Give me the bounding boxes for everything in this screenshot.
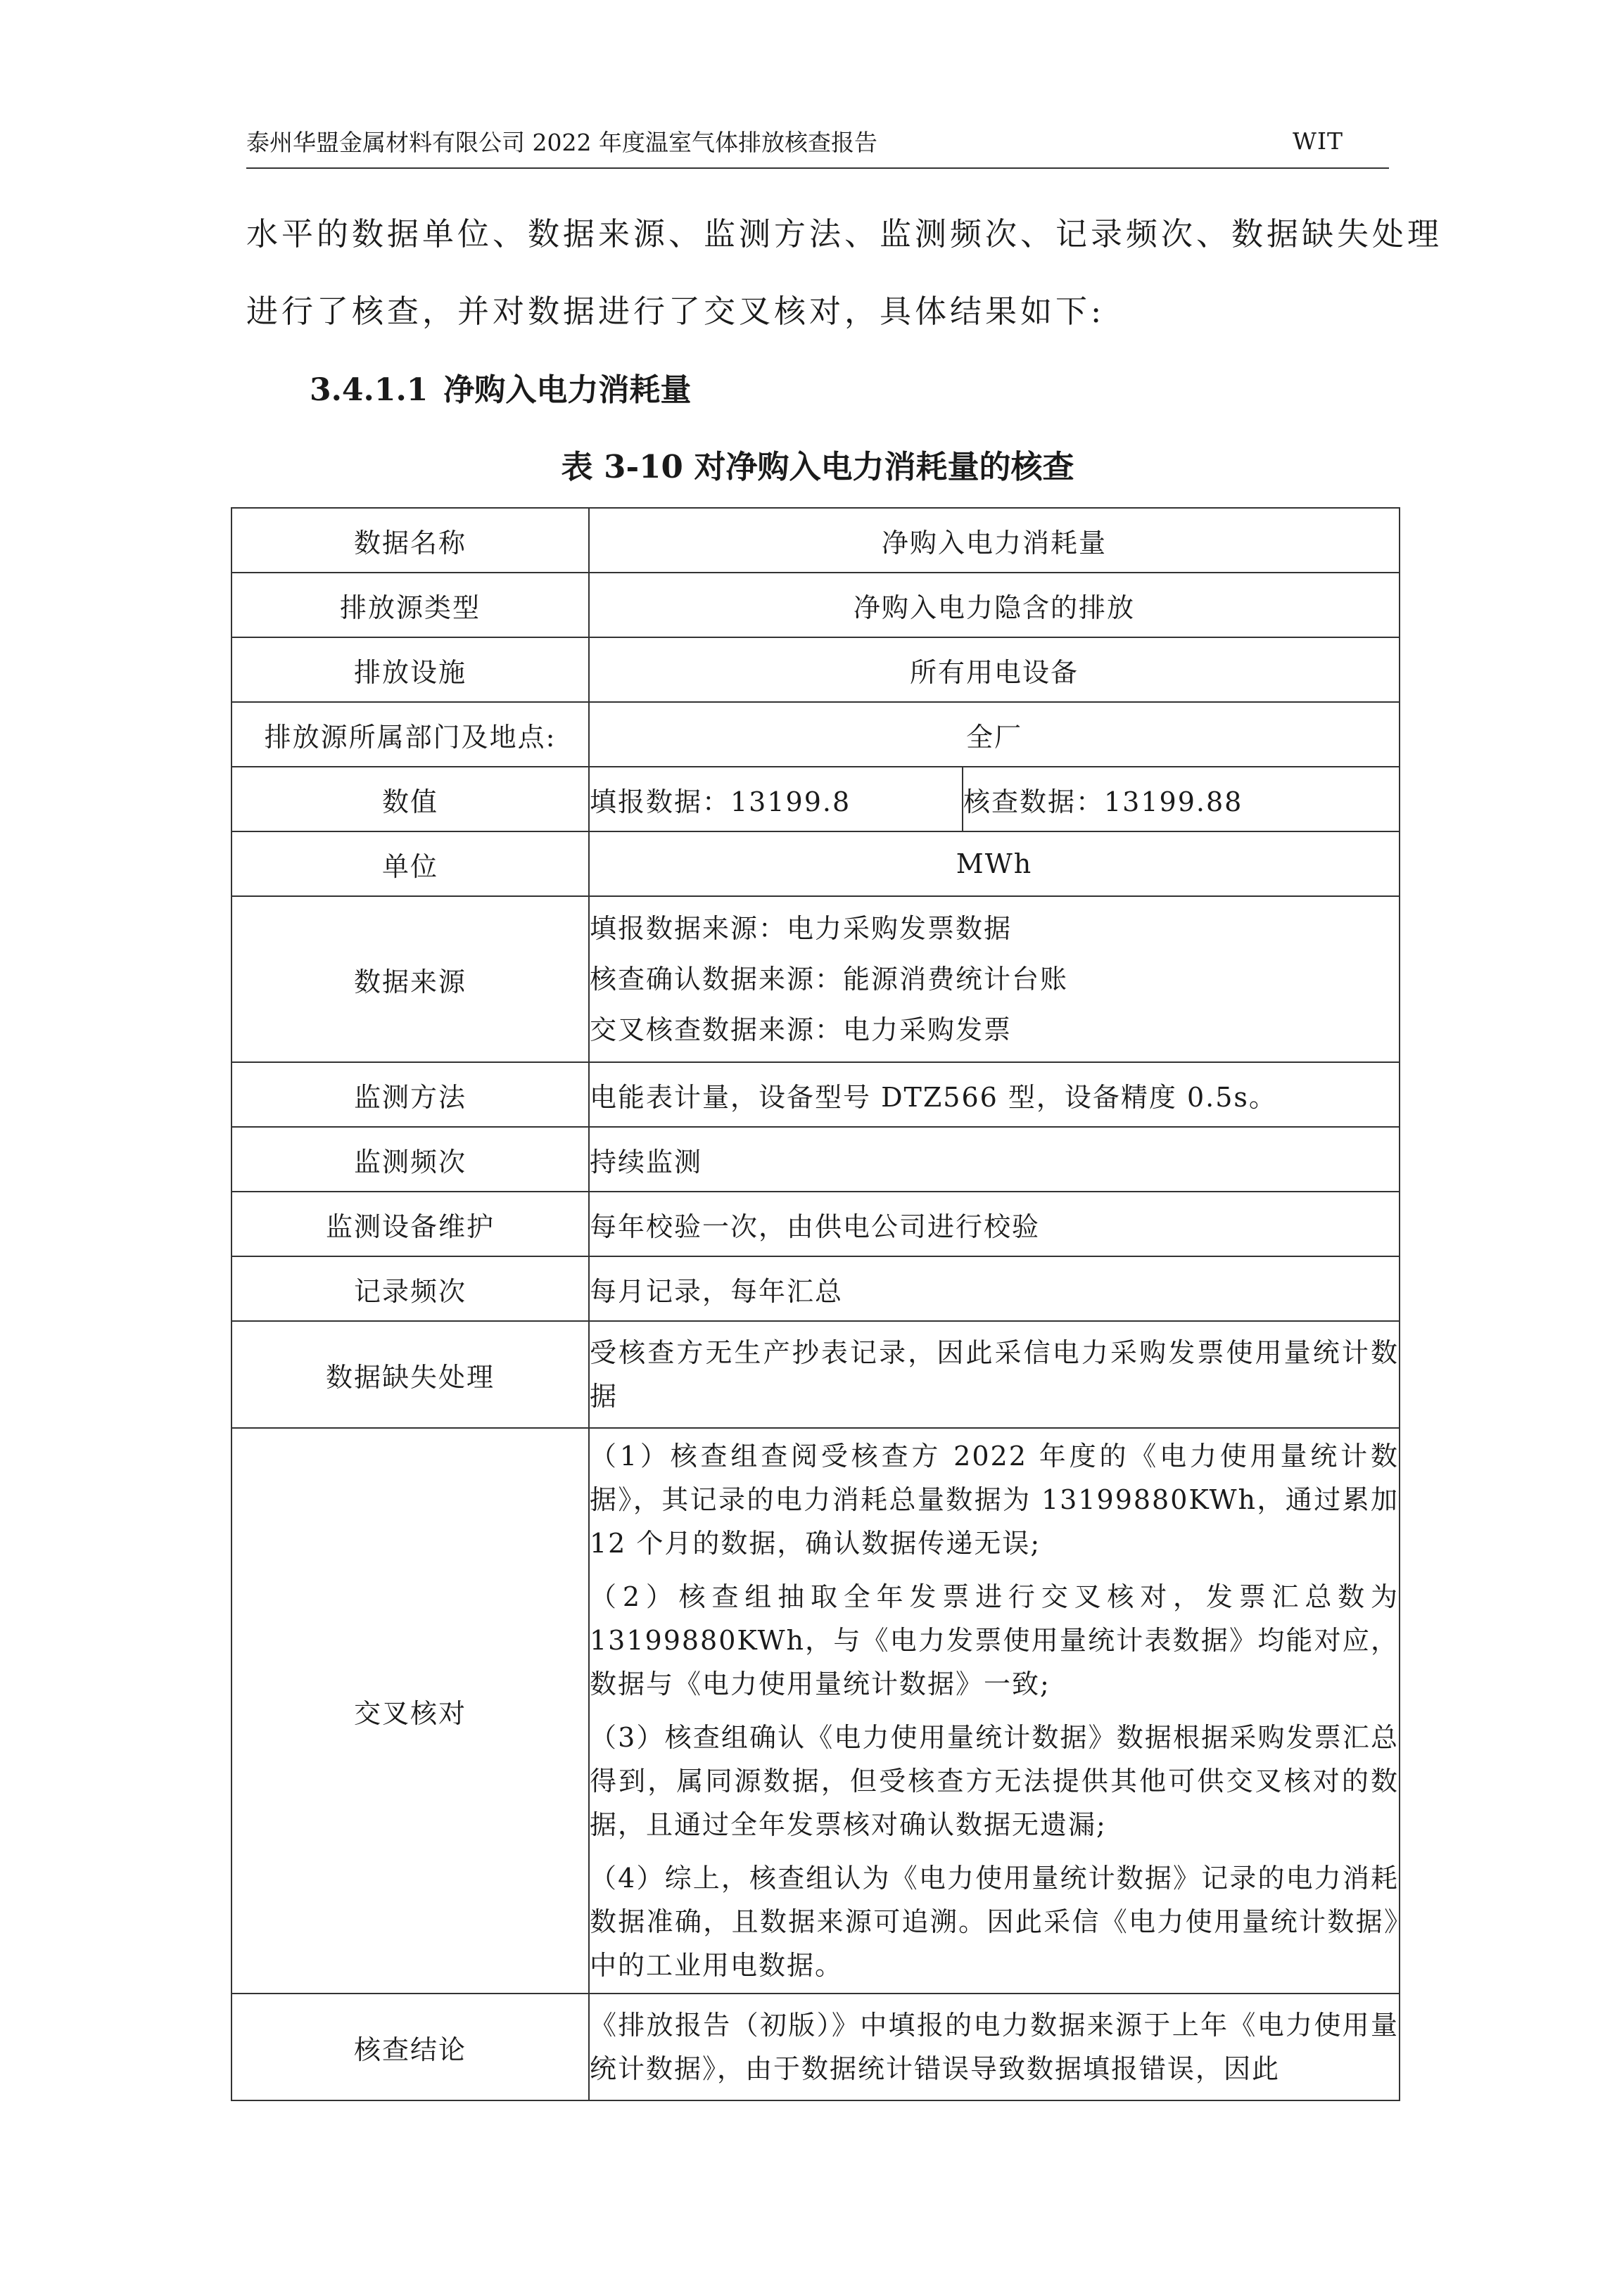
table-row xyxy=(231,573,1400,637)
row-label: 核查结论 xyxy=(231,1994,589,2100)
section-title: 净购入电力消耗量 xyxy=(443,372,692,408)
cross-check-paragraph: （2）核查组抽取全年发票进行交叉核对，发票汇总数为 13199880KWh，与《电力发票使用量统计表数据》均能对应，数据与《电力使用量统计数据》一致; xyxy=(590,1581,1400,1699)
table-row xyxy=(231,637,1400,702)
row-value: 受核查方无生产抄表记录，因此采信电力采购发票使用量统计数据 xyxy=(590,1337,1400,1412)
cross-check-paragraph: （4）综上，核查组认为《电力使用量统计数据》记录的电力消耗数据准确，且数据来源可追溯。因此采信《电力使用量统计数据》中的工业用电数据。 xyxy=(590,1863,1400,1981)
body-paragraph-line-1: 水平的数据单位、数据来源、监测方法、监测频次、记录频次、数据缺失处理 xyxy=(246,215,1443,253)
row-value: 净购入电力隐含的排放 xyxy=(589,573,1400,637)
table-row xyxy=(231,1192,1400,1256)
data-source-line: 核查确认数据来源：能源消费统计台账 xyxy=(590,964,1069,995)
cross-check-paragraph: （1）核查组查阅受核查方 2022 年度的《电力使用量统计数据》，其记录的电力消耗总量数据为 13199880KWh，通过累加 12 个月的数据，确认数据传递无误; xyxy=(590,1441,1400,1559)
table-row xyxy=(231,1994,1400,2100)
table-row xyxy=(231,1256,1400,1321)
header-org-code: WIT xyxy=(1293,127,1343,155)
row-label: 数据名称 xyxy=(231,508,589,573)
row-value: 每年校验一次，由供电公司进行校验 xyxy=(589,1192,1400,1256)
row-value: 持续监测 xyxy=(589,1127,1400,1192)
table-row xyxy=(231,896,1400,1062)
table-row xyxy=(231,1321,1400,1428)
row-value: 《排放报告（初版）》中填报的电力数据来源于上年《电力使用量统计数据》，由于数据统计错误导致数据填报错误，因此 xyxy=(590,2010,1400,2084)
verification-table xyxy=(231,507,1400,2101)
row-label: 监测方法 xyxy=(231,1062,589,1127)
table-row xyxy=(231,1127,1400,1192)
row-label: 数据来源 xyxy=(231,896,589,1062)
row-value: 净购入电力消耗量 xyxy=(589,508,1400,573)
row-label: 单位 xyxy=(231,831,589,896)
conclusion-cell xyxy=(589,1994,1400,2100)
table-caption: 表 3-10 对净购入电力消耗量的核查 xyxy=(561,448,1074,485)
data-source-line: 填报数据来源：电力采购发票数据 xyxy=(590,913,1013,944)
row-label: 监测设备维护 xyxy=(231,1192,589,1256)
row-label: 数据缺失处理 xyxy=(231,1321,589,1428)
row-value: 所有用电设备 xyxy=(589,637,1400,702)
row-label: 排放源类型 xyxy=(231,573,589,637)
reported-value: 填报数据：13199.8 xyxy=(589,767,963,831)
row-label: 排放源所属部门及地点: xyxy=(231,702,589,767)
row-label: 监测频次 xyxy=(231,1127,589,1192)
section-heading xyxy=(310,369,691,412)
missing-data-cell xyxy=(589,1321,1400,1428)
row-value: 每月记录，每年汇总 xyxy=(589,1256,1400,1321)
table-row xyxy=(231,1428,1400,1994)
table-row xyxy=(231,831,1400,896)
table-row xyxy=(231,702,1400,767)
row-label: 排放设施 xyxy=(231,637,589,702)
page-header xyxy=(246,114,1389,169)
verified-value: 核查数据：13199.88 xyxy=(963,767,1400,831)
body-paragraph-line-2: 进行了核查，并对数据进行了交叉核对，具体结果如下: xyxy=(246,293,1105,330)
row-label: 记录频次 xyxy=(231,1256,589,1321)
row-value: MWh xyxy=(589,831,1400,896)
row-label: 数值 xyxy=(231,767,589,831)
row-label: 交叉核对 xyxy=(231,1428,589,1994)
cross-check-cell xyxy=(589,1428,1400,1994)
table-row xyxy=(231,508,1400,573)
table-row xyxy=(231,767,1400,831)
data-source-cell xyxy=(589,896,1400,1062)
header-title: 泰州华盟金属材料有限公司 2022 年度温室气体排放核查报告 xyxy=(246,128,877,156)
section-number: 3.4.1.1 xyxy=(310,372,429,408)
data-source-line: 交叉核查数据来源：电力采购发票 xyxy=(590,1014,1013,1045)
row-value: 全厂 xyxy=(589,702,1400,767)
row-value: 电能表计量，设备型号 DTZ566 型，设备精度 0.5s。 xyxy=(589,1062,1400,1127)
cross-check-paragraph: （3）核查组确认《电力使用量统计数据》数据根据采购发票汇总得到，属同源数据，但受核查方无法提供其他可供交叉核对的数据，且通过全年发票核对确认数据无遗漏; xyxy=(590,1722,1400,1840)
table-row xyxy=(231,1062,1400,1127)
